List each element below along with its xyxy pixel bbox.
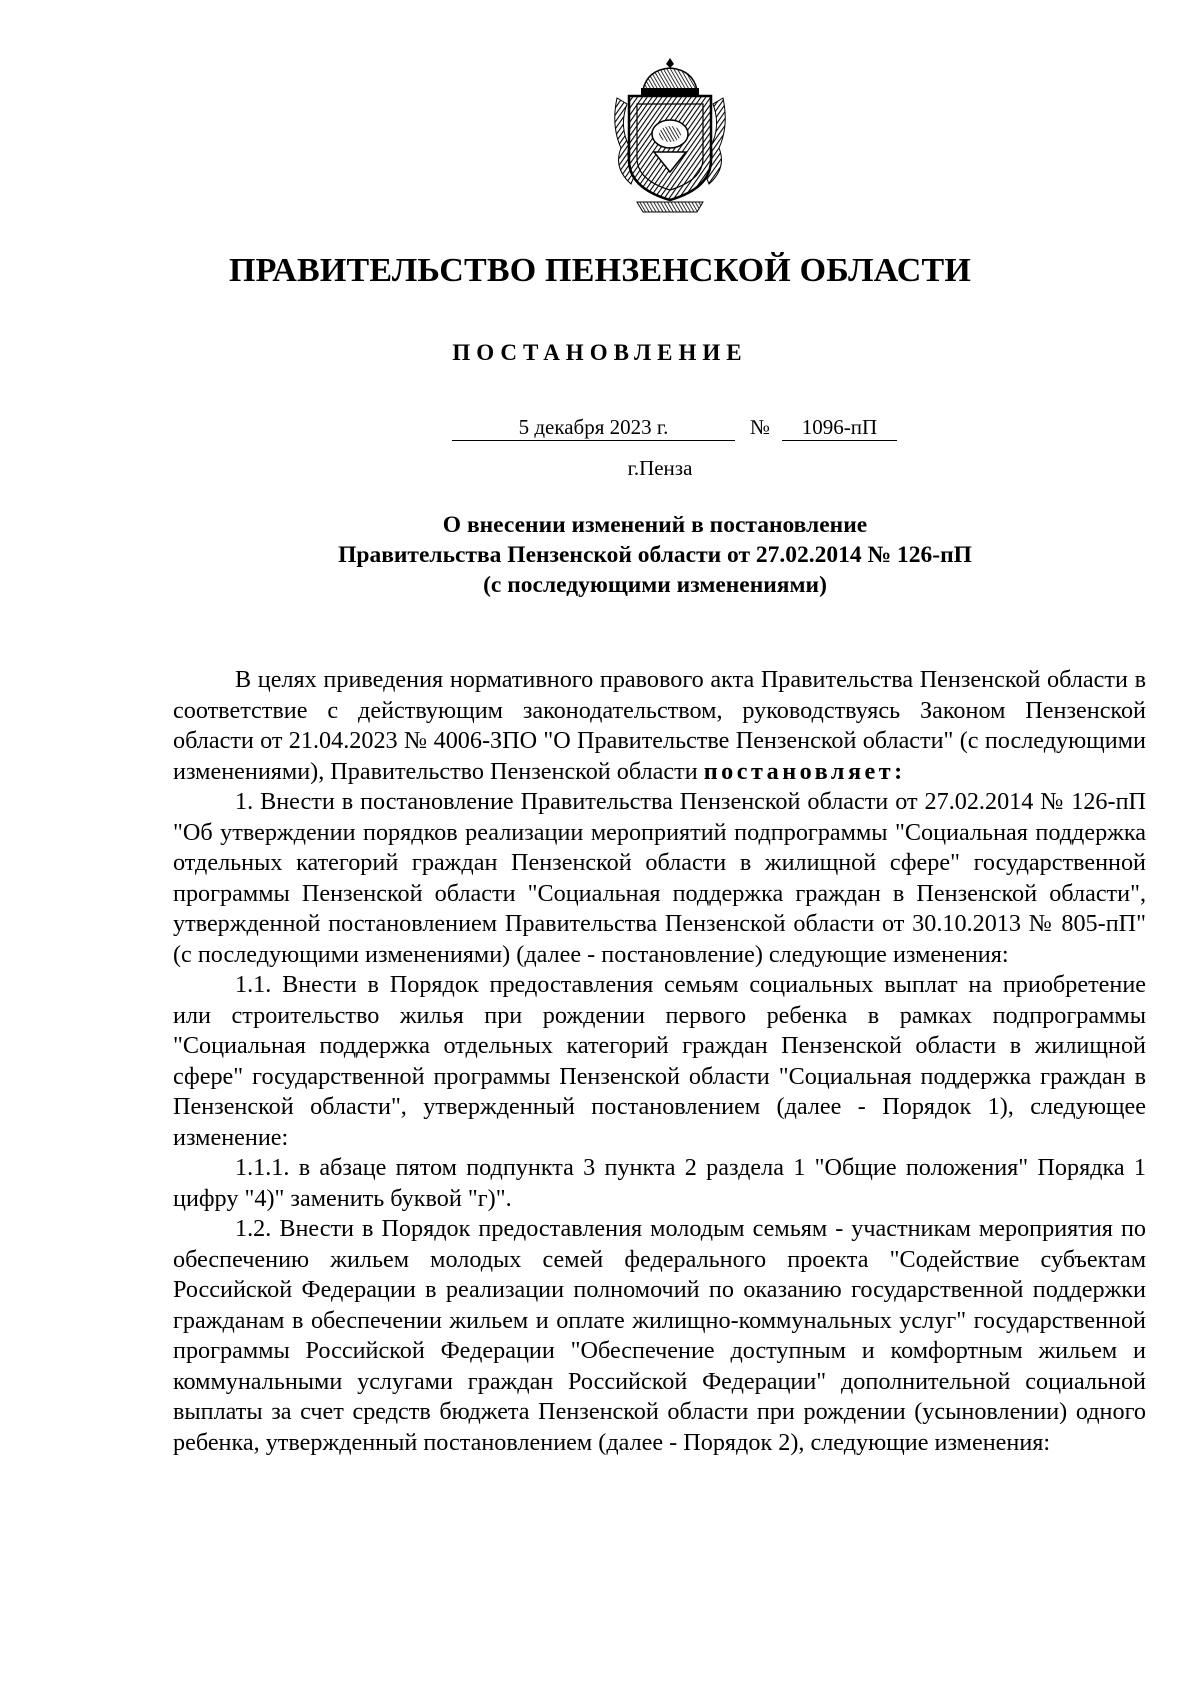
- document-date: 5 декабря 2023 г.: [452, 414, 735, 441]
- coat-of-arms-icon: [607, 56, 733, 214]
- document-body: [173, 665, 1146, 1458]
- subject-line: (с последующими изменениями): [483, 572, 827, 598]
- document-subject: [230, 510, 1080, 600]
- decree-word: постановляет: [703, 757, 895, 785]
- subject-line: Правительства Пензенской области от 27.02.2014 № 126-пП: [338, 542, 972, 568]
- clause-1-2: 1.2. Внести в Порядок предоставления молодым семьям - участникам мероприятия по обеспечению жильем молодых семей федерального проекта "Содействие субъектам Российской Федерации в реализации полномочий по оказанию государственной поддержки гражданам в обеспечении жильем и оплате жилищно-коммунальных услуг" государственной программы Российской Федерации "Обеспечение доступным и комфортным жильем и коммунальными услугами граждан Российской Федерации" дополнительной социальной выплаты за счет средств бюджета Пензенской области при рождении (усыновлении) одного ребенка, утвержденный постановлением (далее - Порядок 2), следующие изменения:: [173, 1215, 1146, 1456]
- document-type: ПОСТАНОВЛЕНИЕ: [452, 340, 748, 365]
- number-sign: №: [750, 415, 771, 439]
- document-number: 1096-пП: [782, 414, 897, 441]
- subject-line: О внесении изменений в постановление: [442, 512, 868, 538]
- government-title: ПРАВИТЕЛЬСТВО ПЕНЗЕНСКОЙ ОБЛАСТИ: [228, 252, 971, 289]
- clause-1: 1. Внести в постановление Правительства Пензенской области от 27.02.2014 № 126-пП "Об утверждении порядков реализации мероприятий подпрограммы "Социальная поддержка отдельных категорий граждан Пензенской области в жилищной сфере" государственной программы Пензенской области "Социальная поддержка граждан в Пензенской области", утвержденной постановлением Правительства Пензенской области от 30.10.2013 № 805-пП" (с последующими изменениями) (далее - постановление) следующие изменения:: [173, 788, 1146, 968]
- document-city: г.Пенза: [627, 456, 693, 480]
- decree-colon: :: [894, 757, 903, 785]
- preamble-text: В целях приведения нормативного правового акта Правительства Пензенской области в соответствие с действующим законодательством, руководствуясь Законом Пензенской области от 21.04.2023 № 4006-ЗПО "О Правительстве Пензенской области" (с последующими изменениями), Правительство Пензенской области: [173, 666, 1146, 785]
- clause-1-1-1: 1.1.1. в абзаце пятом подпункта 3 пункта 2 раздела 1 "Общие положения" Порядка 1 цифру "4)" заменить буквой "г)".: [173, 1154, 1146, 1212]
- clause-1-1: 1.1. Внести в Порядок предоставления семьям социальных выплат на приобретение или строительство жилья при рождении первого ребенка в рамках подпрограммы "Социальная поддержка отдельных категорий граждан Пензенской области в жилищной сфере" государственной программы Пензенской области "Социальная поддержка граждан в Пензенской области", утвержденный постановлением (далее - Порядок 1), следующее изменение:: [173, 971, 1146, 1151]
- preamble-paragraph: [173, 665, 1146, 787]
